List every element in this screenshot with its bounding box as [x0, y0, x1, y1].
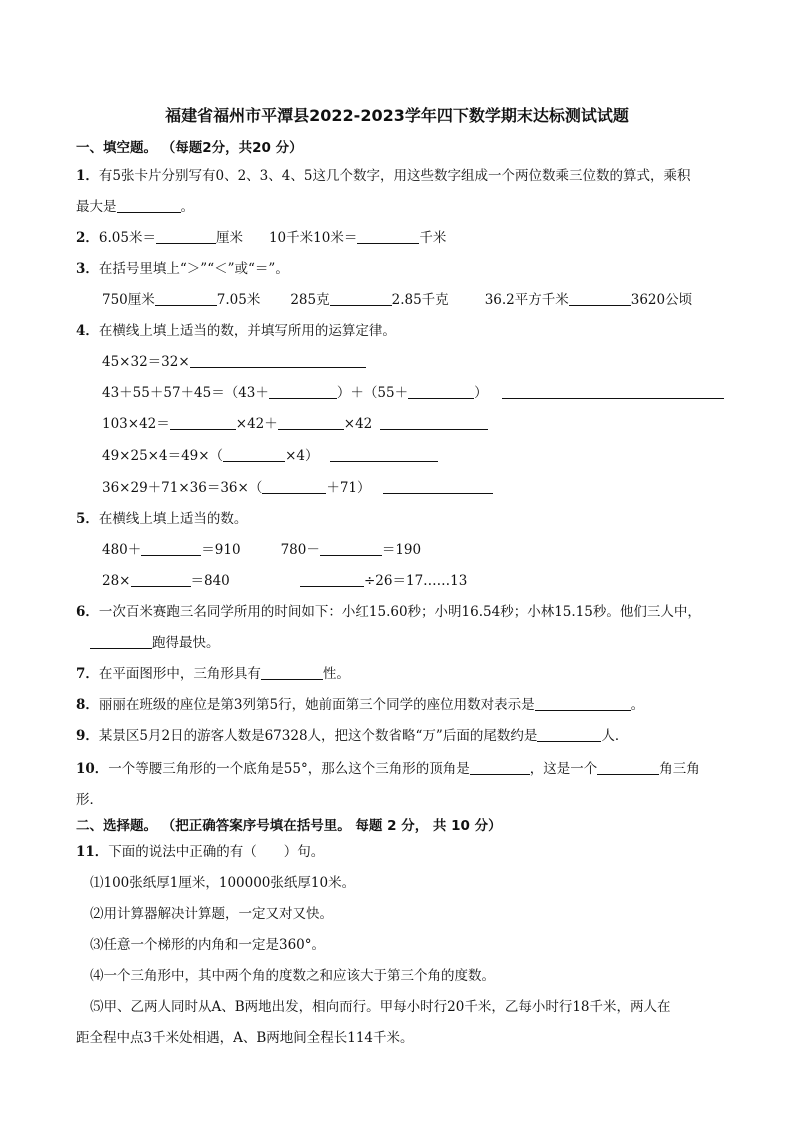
item-text: 45×32＝32× — [102, 354, 190, 370]
statement-5-line-1: ⑸甲、乙两人同时从A、B两地出发，相向而行。甲每小时行20千米，乙每小时行18千米，两人在 — [90, 999, 671, 1015]
answer-blank[interactable] — [597, 760, 659, 775]
question-4 — [76, 322, 396, 340]
answer-blank[interactable] — [300, 572, 364, 587]
question-text: 。 — [180, 199, 194, 215]
question-4-row-2 — [102, 384, 724, 402]
question-text: 最大是 — [76, 199, 117, 215]
question-text: 下面的说法中正确的有（ ）句。 — [108, 844, 325, 860]
answer-blank[interactable] — [262, 479, 326, 494]
item-text: 3620公顷 — [630, 292, 693, 308]
question-6-line-2 — [90, 634, 220, 652]
statement-4: ⑷一个三角形中，其中两个角的度数之和应该大于第三个角的度数。 — [90, 968, 495, 984]
question-number: 4． — [76, 323, 99, 339]
answer-blank[interactable] — [320, 541, 382, 556]
statement-2: ⑵用计算器解决计算题，一定又对又快。 — [90, 906, 333, 922]
question-text: 在括号里填上“＞”“＜”或“＝”。 — [98, 261, 289, 277]
answer-blank[interactable] — [223, 447, 285, 462]
question-4-row-4 — [102, 447, 438, 465]
item-text: ×42＋ — [235, 416, 278, 432]
answer-blank[interactable] — [535, 696, 631, 711]
question-5-row-1 — [102, 541, 421, 559]
answer-blank[interactable] — [117, 198, 181, 213]
question-text: 人． — [601, 728, 629, 744]
item-text: 36×29＋71×36＝36×（ — [102, 480, 263, 496]
question-text: 千米 — [419, 230, 447, 246]
law-blank[interactable] — [380, 415, 488, 430]
answer-blank[interactable] — [170, 415, 236, 430]
answer-blank[interactable] — [131, 572, 191, 587]
statement-5-line-2: 距全程中点3千米处相遇，A、B两地间全程长114千米。 — [76, 1030, 414, 1046]
statement-1: ⑴100张纸厚1厘米，100000张纸厚10米。 — [90, 875, 356, 891]
question-number: 3． — [76, 261, 99, 277]
item-text: ＋71） — [326, 480, 371, 496]
item-text: 103×42＝ — [102, 416, 170, 432]
question-text: 在横线上填上适当的数，并填写所用的运算定律。 — [98, 323, 396, 339]
answer-blank[interactable] — [261, 665, 323, 680]
item-text: 750厘米 — [102, 292, 155, 308]
answer-blank[interactable] — [156, 229, 216, 244]
question-4-row-5 — [102, 479, 493, 497]
question-11 — [76, 843, 324, 861]
item-text: ÷26＝17……13 — [364, 573, 468, 589]
question-text: 一个等腰三角形的一个底角是55°，那么这个三角形的顶角是 — [108, 761, 470, 777]
answer-blank[interactable] — [90, 634, 152, 649]
question-text: 在平面图形中，三角形具有 — [98, 666, 261, 682]
answer-blank[interactable] — [190, 353, 366, 368]
item-text: 285克 — [290, 292, 330, 308]
question-6-line-1 — [76, 603, 701, 621]
statement-3: ⑶任意一个梯形的内角和一定是360°。 — [90, 937, 326, 953]
answer-blank[interactable] — [278, 415, 344, 430]
item-text: ×42 — [343, 416, 373, 432]
question-1-line-1 — [76, 167, 690, 185]
item-text: 49×25×4＝49×（ — [102, 448, 224, 464]
law-blank[interactable] — [502, 384, 724, 399]
answer-blank[interactable] — [141, 541, 201, 556]
question-text: 。 — [630, 697, 645, 713]
answer-blank[interactable] — [537, 727, 601, 742]
question-text: ，这是一个 — [529, 761, 598, 777]
law-blank[interactable] — [330, 447, 438, 462]
question-number: 1． — [76, 168, 99, 184]
question-number: 11． — [76, 844, 109, 860]
question-number: 6． — [76, 604, 99, 620]
question-text: 6.05米＝ — [98, 230, 156, 246]
law-blank[interactable] — [383, 479, 493, 494]
page-title: 福建省福州市平潭县2022-2023学年四下数学期末达标测试试题 — [165, 106, 629, 125]
question-text: 性。 — [322, 666, 350, 682]
question-text: 角三角 — [659, 761, 700, 777]
question-text: 某景区5月2日的游客人数是67328人，把这个数省略“万”后面的尾数约是 — [98, 728, 538, 744]
question-5-row-2b — [300, 572, 467, 590]
item-text: 7.05米 — [216, 292, 261, 308]
answer-blank[interactable] — [269, 384, 337, 399]
question-8 — [76, 696, 644, 714]
question-number: 8． — [76, 697, 99, 713]
question-text: 厘米 — [215, 230, 243, 246]
answer-blank[interactable] — [330, 291, 392, 306]
item-text: ＝190 — [381, 542, 422, 558]
question-10-line-1 — [76, 760, 700, 778]
question-text: 丽丽在班级的座位是第3列第5行，她前面第三个同学的座位用数对表示是 — [98, 697, 535, 713]
item-text: ）＋（55＋ — [336, 385, 409, 401]
item-text: ＝840 — [190, 573, 230, 589]
question-text: 跑得最快。 — [152, 635, 220, 651]
item-text: ×4） — [285, 448, 319, 464]
question-number: 10． — [76, 761, 109, 777]
question-4-row-3 — [102, 415, 488, 433]
item-text: ＝910 — [201, 542, 241, 558]
answer-blank[interactable] — [408, 384, 474, 399]
question-number: 7． — [76, 666, 99, 682]
question-2 — [76, 229, 446, 247]
answer-blank[interactable] — [155, 291, 217, 306]
item-text: ） — [474, 385, 488, 401]
question-5 — [76, 510, 247, 528]
question-4-row-1 — [102, 353, 366, 371]
question-7 — [76, 665, 350, 683]
section-2-heading: 二、选择题。 （把正确答案序号填在括号里。 每题 2 分， 共 10 分） — [76, 818, 502, 834]
question-3 — [76, 260, 289, 278]
question-number: 2． — [76, 230, 99, 246]
answer-blank[interactable] — [357, 229, 419, 244]
question-5-row-2 — [102, 572, 230, 590]
item-text: 43＋55＋57＋45＝（43＋ — [102, 385, 269, 401]
item-text: 36.2平方千米 — [484, 292, 569, 308]
item-text: 28× — [102, 573, 131, 589]
question-text: 在横线上填上适当的数。 — [98, 511, 248, 527]
question-10-line-2: 形． — [76, 792, 103, 808]
item-text: 2.85千克 — [391, 292, 449, 308]
question-number: 5． — [76, 511, 99, 527]
question-1-line-2 — [76, 198, 194, 216]
question-3-items — [102, 291, 692, 309]
item-text: 780－ — [280, 542, 320, 558]
question-number: 9． — [76, 728, 99, 744]
item-text: 480＋ — [102, 542, 142, 558]
question-text: 有5张卡片分别写有0、2、3、4、5这几个数字，用这些数字组成一个两位数乘三位数的算式，乘积 — [98, 168, 691, 184]
section-1-heading: 一、填空题。 （每题2分，共20 分） — [76, 140, 303, 156]
answer-blank[interactable] — [470, 760, 530, 775]
question-9 — [76, 727, 628, 745]
question-text: 10千米10米＝ — [268, 230, 358, 246]
answer-blank[interactable] — [569, 291, 631, 306]
question-text: 一次百米赛跑三名同学所用的时间如下：小红15.60秒；小明16.54秒；小林15.15秒。他们三人中， — [98, 604, 701, 620]
